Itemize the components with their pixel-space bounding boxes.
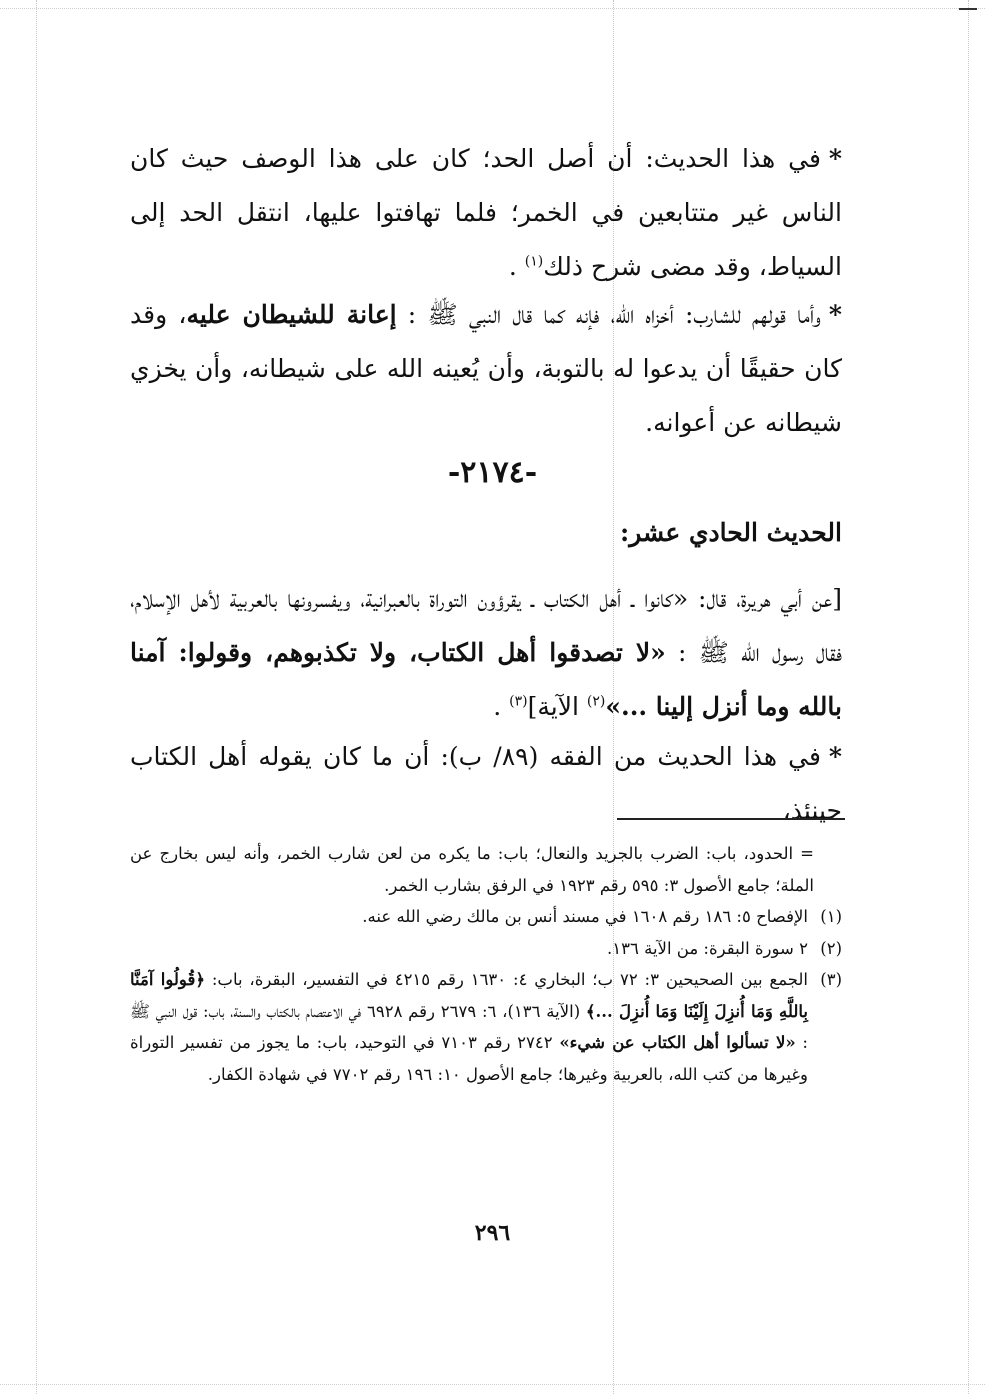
- hadith-quote: «لا تسألوا أهل الكتاب عن شيء»: [559, 1033, 796, 1052]
- paragraph-end: .: [508, 252, 525, 281]
- section-title: الحديث الحادي عشر:: [620, 518, 842, 547]
- footnote-text: الجمع بين الصحيحين ٣: ٧٢ ب؛ البخاري ٤: ١٦٣٠ رقم ٤٢١٥ في التفسير، البقرة، باب:: [205, 970, 808, 989]
- footnote-number: (١): [820, 907, 842, 926]
- footnote-3: [130, 964, 842, 1090]
- paragraph-text: في هذا الحديث من الفقه (٨٩/ ب): أن ما كان يقوله أهل الكتاب حينئذ،: [130, 742, 842, 825]
- quran-quote: ﴿قُولُوا آمَنَّا بِاللَّهِ وَمَا أُنزِلَ إِلَيْنَا وَمَا أُنزِلَ ...﴾: [130, 970, 808, 1021]
- scan-guide-line: [36, 0, 37, 1394]
- hadith-text-part: الآية]: [527, 692, 587, 721]
- scan-guide-line: [0, 8, 985, 9]
- footnote-continued: = الحدود، باب: الضرب بالجريد والنعال؛ باب: ما يكره من لعن شارب الخمر، وأنه ليس بخارج عن الملة؛ جامع الأصول ٣: ٥٩٥ رقم ١٩٢٣ في الرفق بشارب الخمر.: [130, 844, 814, 895]
- bullet-icon: *: [828, 144, 842, 173]
- footnote-text: الإفصاح ٥: ١٨٦ رقم ١٦٠٨ في مسند أنس بن مالك رضي الله عنه.: [362, 907, 808, 926]
- footnote-ref[interactable]: (٢): [586, 693, 606, 710]
- footnote-text: ٢ سورة البقرة: من الآية ١٣٦.: [607, 938, 808, 958]
- bold-quote: إعانة للشيطان عليه: [186, 300, 397, 329]
- scan-guide-line: [0, 1384, 985, 1385]
- footnote-separator: [617, 818, 845, 820]
- footnote-text: (الآية ١٣٦)، ٦: ٢٦٧٩ رقم ٦٩٢٨ في الاعتصام بالكتاب والسنة، باب: قول النبي ﷺ :: [130, 1001, 808, 1052]
- paragraph-1: [130, 132, 842, 294]
- paragraph-text: ، وقد كان حقيقًا أن يدعوا له بالتوبة، وأن يُعينه الله على شيطانه، وأن يخزي شيطانه عن أعوانه.: [130, 300, 842, 437]
- bullet-icon: *: [828, 300, 842, 329]
- hadith-text: [130, 572, 842, 734]
- paragraph-text: وأما قولهم للشارب: أخزاه الله، فإنه كما قال النبي ﷺ :: [396, 300, 821, 329]
- scan-guide-line: [968, 0, 969, 1394]
- footnotes: [130, 838, 842, 1090]
- corner-mark: [959, 8, 977, 10]
- hadith-end: .: [493, 692, 510, 721]
- bullet-icon: *: [828, 742, 842, 771]
- paragraph-text: في هذا الحديث: أن أصل الحد؛ كان على هذا الوصف حيث كان الناس غير متتابعين في الخمر؛ فلما تهافتوا عليها، انتقل الحد إلى السياط، وقد مضى شرح ذلك: [130, 144, 842, 281]
- hadith-number: -٢١٧٤-: [447, 455, 538, 490]
- footnote-1: [130, 901, 842, 933]
- footnote-ref[interactable]: (٣): [509, 693, 528, 710]
- page-number: ٢٩٦: [474, 1220, 511, 1246]
- footnote-text: ٢٧٤٢ رقم ٧١٠٣ في التوحيد، باب: ما يجوز من تفسير التوراة وغيرها من كتب الله، بالعربية وغيرها؛ جامع الأصول ١٠: ١٩٦ رقم ٧٧٠٢ في شهادة الكفار.: [130, 1033, 808, 1084]
- footnote-ref[interactable]: (١): [524, 253, 544, 270]
- footnote-number: (٢): [820, 938, 842, 958]
- footnote-2: [130, 933, 842, 965]
- paragraph-3: [130, 730, 842, 838]
- hadith-quote: «لا تصدقوا أهل الكتاب، ولا تكذبوهم، وقولوا: آمنا بالله وما أنزل إلينا ...»: [130, 638, 842, 721]
- footnote-number: (٣): [820, 970, 842, 989]
- hadith-text-part: [عن أبي هريرة، قال: «كانوا ـ أهل الكتاب ـ يقرؤون التوراة بالعبرانية، ويفسرونها بالعربية لأهل الإسلام، فقال رسول الله ﷺ :: [130, 584, 842, 667]
- paragraph-2: [130, 288, 842, 450]
